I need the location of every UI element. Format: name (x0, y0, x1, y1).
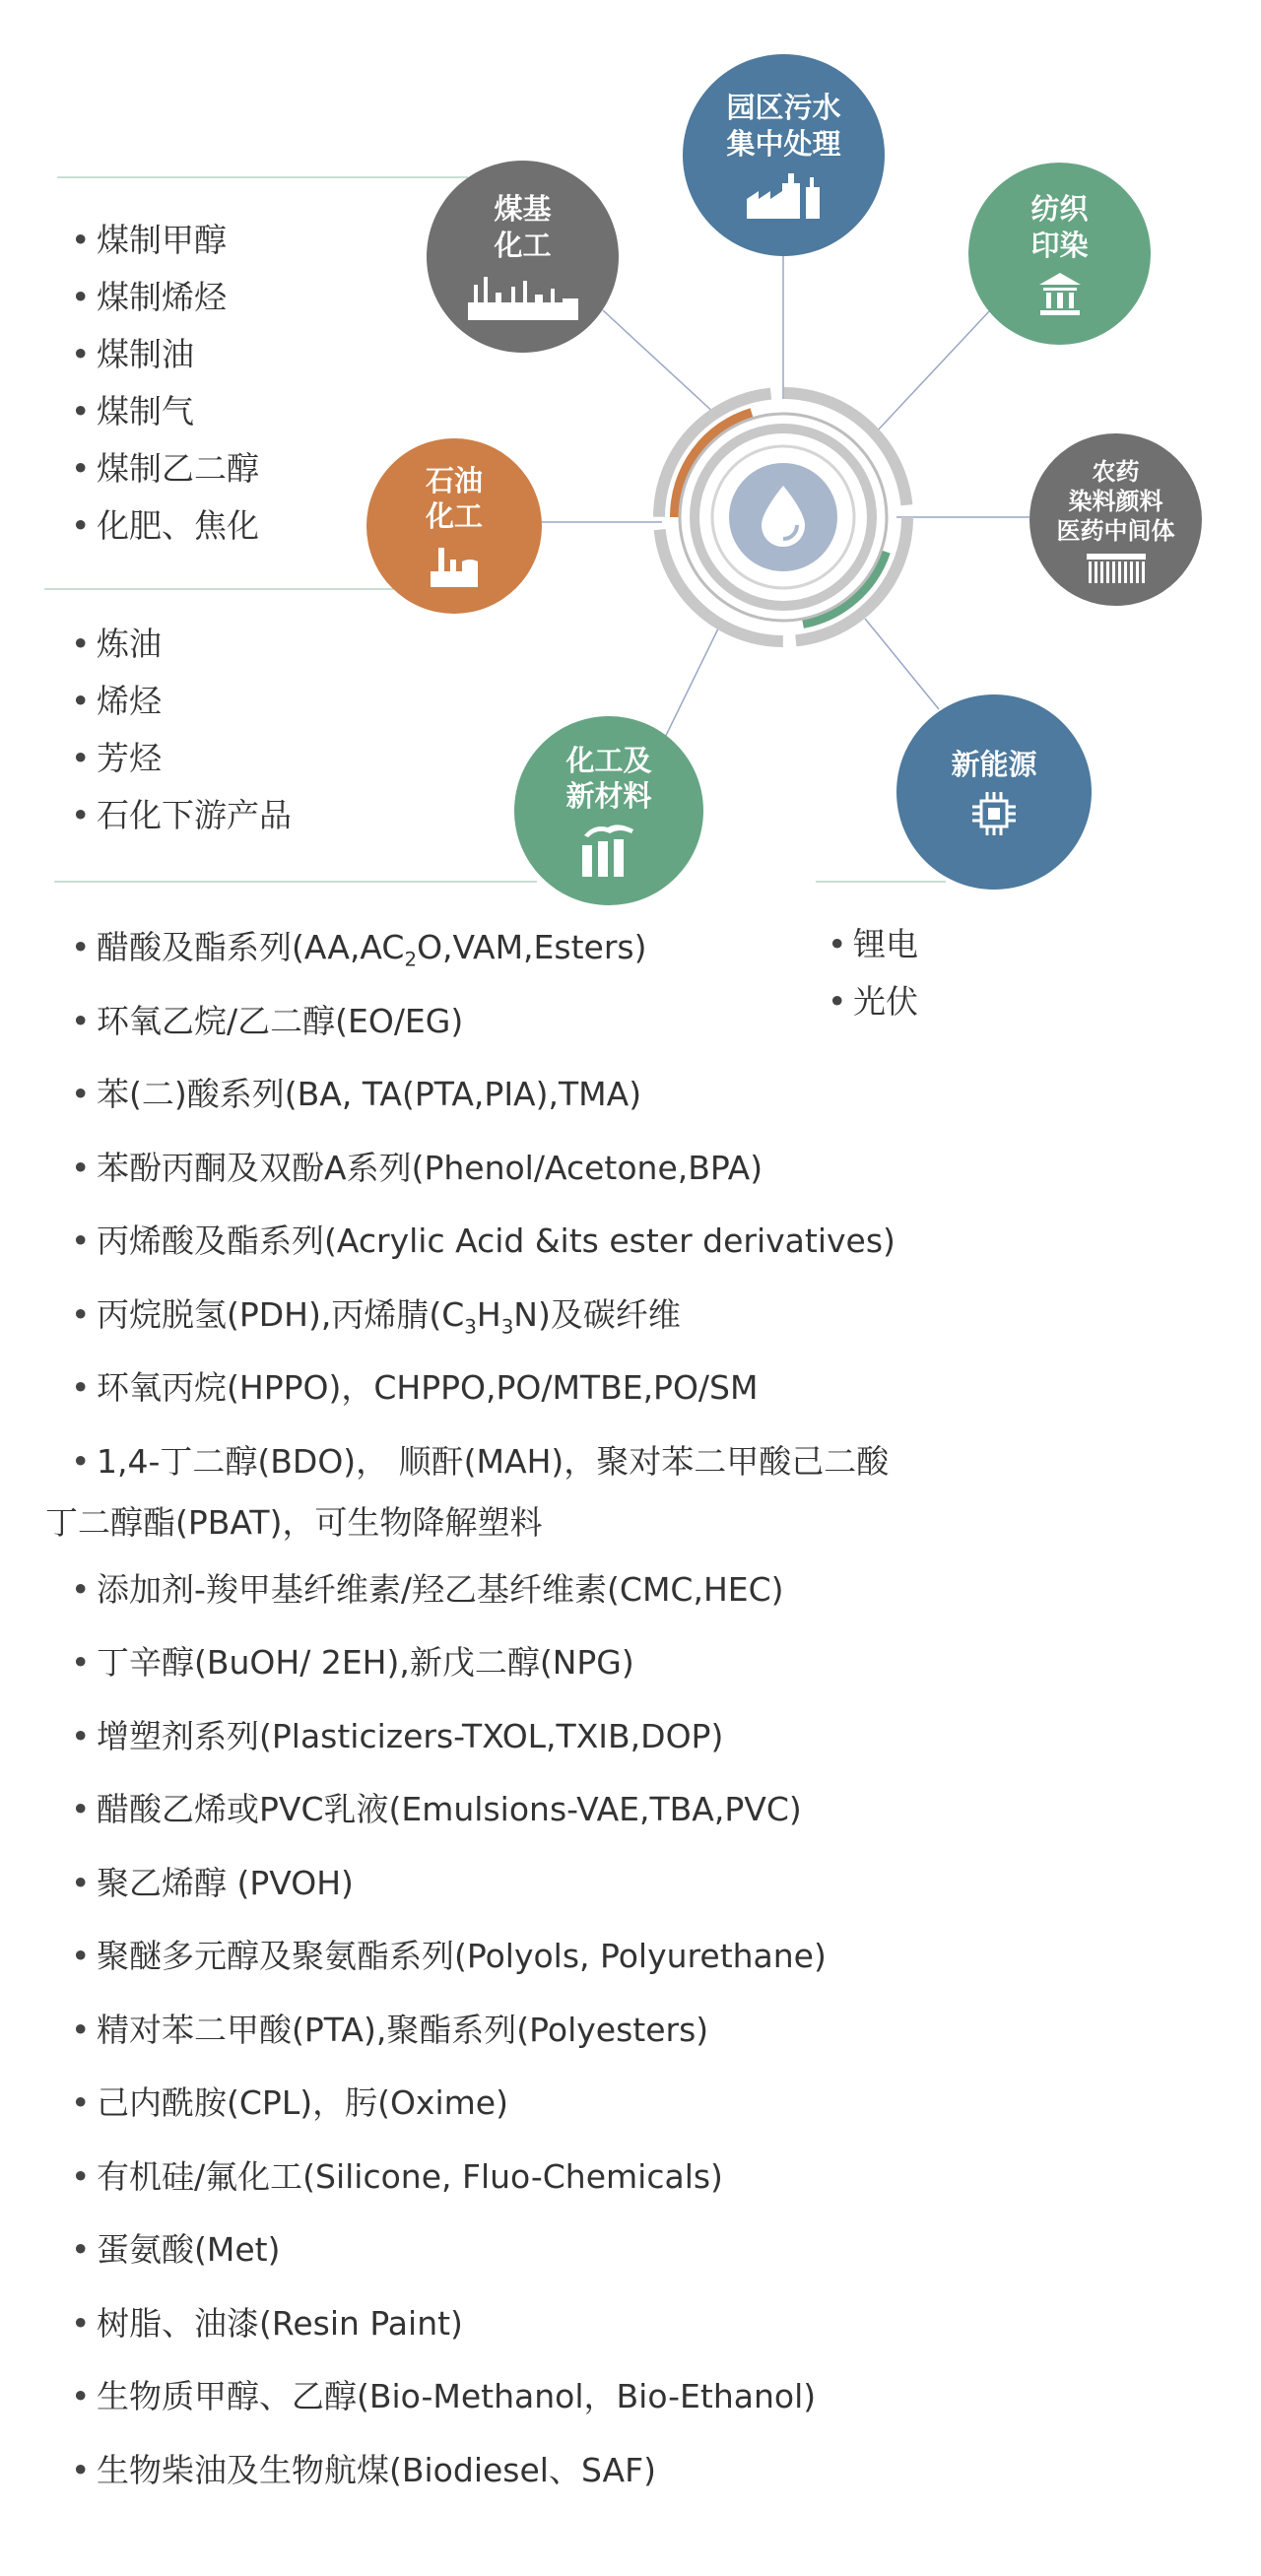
chimney-icon (578, 822, 639, 879)
list-item: • 环氧丙烷(HPPO)，CHPPO,PO/MTBE,PO/SM (71, 1368, 759, 1407)
list-item: • 树脂、油漆(Resin Paint) (71, 2303, 463, 2343)
list-item: • 煤制甲醇 (71, 221, 227, 259)
list-item: • 醋酸乙烯或PVC乳液(Emulsions-VAE,TBA,PVC) (71, 1790, 802, 1828)
list-item: • 丙烷脱氢(PDH),丙烯腈$(C_3H_3N)$及碳纤维 (71, 1294, 681, 1339)
list-item: • 煤制油 (71, 335, 194, 373)
chip-icon (970, 790, 1018, 837)
list-item: • 己内酰胺(CPL)，肟(Oxime) (71, 2083, 508, 2122)
list-item: • 烯烃 (71, 682, 162, 720)
plant-icon (464, 271, 582, 322)
list-item: • 蛋氨酸(Met) (71, 2230, 281, 2269)
node-petro-label: 石油 化工 (425, 463, 483, 533)
node-park-label: 园区污水 集中处理 (726, 91, 841, 161)
node-coal-chemical (427, 161, 619, 353)
list-item: • 添加剂-羧甲基纤维素/羟乙基纤维素(CMC,HEC) (71, 1569, 784, 1609)
list-item: • 增塑剂系列(Plasticizers-TXOL,TXIB,DOP) (71, 1716, 724, 1755)
node-pharma-intermediates (1029, 433, 1202, 606)
petro-items-list (71, 616, 292, 844)
list-item: • 煤制气 (71, 392, 194, 430)
list-item: • 醋酸及酯系列$(AA,AC_2O,VAM,Esters)$ (71, 928, 647, 971)
refinery-icon (427, 542, 482, 589)
list-item: • 丙烯酸及酯系列(Acrylic Acid &its ester derivatives) (71, 1222, 896, 1260)
coal-items-list (71, 212, 259, 555)
list-item: • 精对苯二甲酸(PTA),聚酯系列(Polyesters) (71, 2010, 709, 2049)
list-item: • 聚乙烯醇 (PVOH) (71, 1863, 354, 1902)
list-item: • 煤制烯烃 (71, 278, 227, 316)
node-park-wastewater (683, 54, 885, 256)
list-item: • 苯(二)酸系列(BA, TA(PTA,PIA),TMA) (71, 1075, 642, 1113)
list-item: • 炼油 (71, 625, 162, 663)
list-item: • 芳烃 (71, 739, 162, 777)
node-new-energy (896, 694, 1092, 890)
node-pharma-label: 农药 染料颜料 医药中间体 (1056, 457, 1175, 545)
central-hub (645, 379, 921, 655)
list-item: • 生物柴油及生物航煤(Biodiesel、SAF) (71, 2450, 656, 2489)
list-item: • 丁辛醇(BuOH/ 2EH),新戊二醇(NPG) (71, 1643, 634, 1682)
node-textile-label: 纺织 印染 (1030, 192, 1089, 262)
industry-diagram (0, 0, 1261, 906)
list-item: • 石化下游产品 (71, 796, 292, 834)
list-item: • 光伏 (828, 982, 918, 1021)
node-energy-label: 新能源 (951, 747, 1037, 781)
material-items-list (45, 911, 896, 2507)
list-item: • 环氧乙烷/乙二醇(EO/EG) (71, 1001, 464, 1040)
node-coal-label: 煤基 化工 (494, 192, 552, 262)
list-item: • 生物质甲醇、乙醇(Bio-Methanol，Bio-Ethanol) (71, 2377, 817, 2415)
building-icon (1037, 271, 1083, 316)
list-item: • 锂电 (828, 925, 918, 963)
node-newmat-label: 化工及 新材料 (565, 743, 652, 813)
factory-icon (745, 169, 824, 221)
list-item: • 煤制乙二醇 (71, 449, 259, 488)
list-item: • 有机硅/氟化工(Silicone, Fluo-Chemicals) (71, 2156, 723, 2196)
barcode-icon (1087, 554, 1146, 583)
list-item: • 1,4-丁二醇(BDO)， 顺酐(MAH)，聚对苯二甲酸己二酸 丁二醇酯(PBAT)，可生物降解塑料 (45, 1441, 890, 1542)
list-item: • 化肥、焦化 (71, 506, 259, 545)
node-new-materials (514, 716, 703, 905)
node-petrochemical (366, 438, 542, 614)
list-item: • 苯酚丙酮及双酚A系列(Phenol/Acetone,BPA) (71, 1148, 763, 1187)
node-textile-dyeing (968, 163, 1151, 345)
list-item: • 聚醚多元醇及聚氨酯系列(Polyols, Polyurethane) (71, 1937, 827, 1975)
